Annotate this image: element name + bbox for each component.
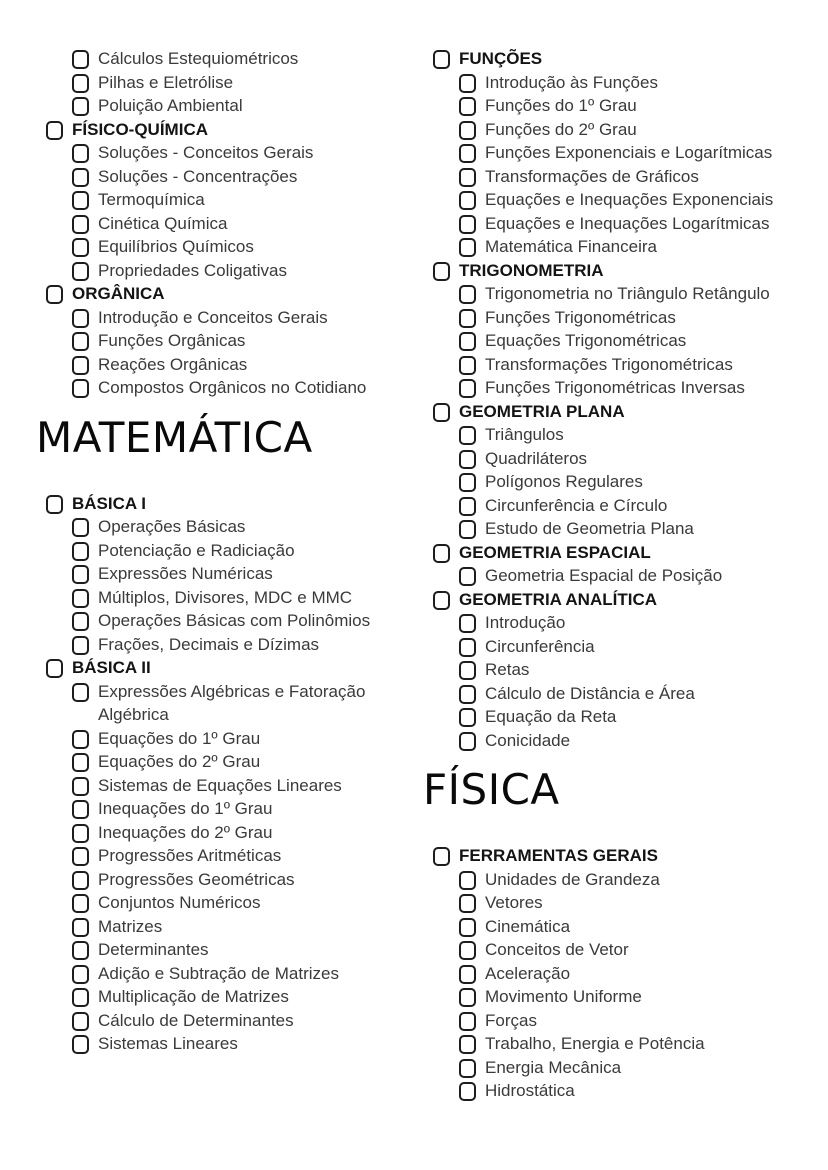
checkbox[interactable]	[72, 356, 89, 375]
checkbox[interactable]	[72, 777, 89, 796]
checklist-item-row	[72, 259, 400, 283]
section-header-label: ORGÂNICA	[72, 284, 165, 303]
checklist-item-row	[72, 47, 400, 71]
checklist-item-row	[72, 165, 400, 189]
checklist-item-row	[72, 1009, 400, 1033]
checkbox[interactable]	[72, 262, 89, 281]
checkbox[interactable]	[72, 753, 89, 772]
checkbox[interactable]	[459, 685, 476, 704]
checklist-item-label: Geometria Espacial de Posição	[485, 566, 723, 585]
checklist-item-label: Unidades de Grandeza	[485, 869, 660, 889]
checklist-item-row	[72, 329, 400, 353]
section-header-label: FERRAMENTAS GERAIS	[459, 846, 658, 865]
checklist-item-row	[459, 118, 807, 142]
checklist-item-label: Pilhas e Eletrólise	[98, 72, 234, 92]
checkbox[interactable]	[433, 50, 450, 69]
checklist-item-label: Progressões Aritméticas	[98, 846, 282, 865]
checklist-item-label: Adição e Subtração de Matrizes	[98, 963, 339, 983]
checklist-item-row	[459, 891, 807, 915]
checkbox[interactable]	[72, 542, 89, 561]
checklist-item-row	[72, 539, 400, 563]
checkbox[interactable]	[72, 612, 89, 631]
checkbox[interactable]	[459, 309, 476, 328]
checklist-item-label: Funções Exponenciais e Logarítmicas	[485, 143, 773, 162]
checklist-item-row	[72, 562, 400, 586]
section-header-label: FÍSICO-QUÍMICA	[72, 119, 208, 139]
section-header-row	[433, 259, 807, 283]
checklist-item-label: Conceitos de Vetor	[485, 940, 629, 959]
checkbox[interactable]	[72, 379, 89, 398]
checkbox[interactable]	[459, 965, 476, 984]
checkbox[interactable]	[72, 144, 89, 163]
checklist-item-row	[72, 212, 400, 236]
checklist-item-label: Funções Trigonométricas Inversas	[485, 378, 745, 397]
checklist-item-label: Movimento Uniforme	[485, 987, 642, 1006]
checklist-item-row	[72, 962, 400, 986]
checklist-item-label: Equilíbrios Químicos	[98, 237, 254, 256]
checkbox[interactable]	[72, 168, 89, 187]
checklist-item-label: Operações Básicas	[98, 517, 246, 536]
checklist-item-row	[459, 1056, 807, 1080]
checklist-item-row	[72, 94, 400, 118]
checkbox[interactable]	[459, 97, 476, 116]
checkbox[interactable]	[459, 238, 476, 257]
checkbox[interactable]	[46, 495, 63, 514]
checklist-item-label: Funções Trigonométricas	[485, 307, 676, 327]
checkbox[interactable]	[72, 683, 89, 702]
checklist-item-label: Circunferência e Círculo	[485, 495, 668, 515]
checkbox[interactable]	[433, 403, 450, 422]
section-header-label: TRIGONOMETRIA	[459, 260, 604, 280]
checkbox[interactable]	[459, 918, 476, 937]
checkbox[interactable]	[459, 638, 476, 657]
checklist-item-row	[72, 609, 400, 633]
checkbox[interactable]	[459, 1082, 476, 1101]
checklist-item-label: Hidrostática	[485, 1081, 575, 1100]
checklist-item-label: Poluição Ambiental	[98, 96, 243, 115]
checklist-item-row	[72, 353, 400, 377]
checkbox[interactable]	[459, 894, 476, 913]
checklist-item-row	[459, 141, 807, 165]
checkbox[interactable]	[459, 121, 476, 140]
checkbox[interactable]	[72, 1012, 89, 1031]
checklist-item-label: Vetores	[485, 893, 543, 912]
checklist-item-row	[72, 844, 400, 868]
checklist-item-row	[72, 985, 400, 1009]
checkbox[interactable]	[72, 1035, 89, 1054]
checklist-item-row	[459, 962, 807, 986]
checkbox[interactable]	[459, 168, 476, 187]
checkbox[interactable]	[72, 215, 89, 234]
checklist-item-row	[72, 71, 400, 95]
checkbox[interactable]	[459, 732, 476, 751]
checklist-item-label: Cálculo de Distância e Área	[485, 683, 695, 703]
checklist-item-row	[459, 94, 807, 118]
checklist-item-label: Quadriláteros	[485, 448, 588, 468]
checkbox[interactable]	[459, 871, 476, 890]
checklist-item-label: Cinética Química	[98, 213, 228, 233]
checklist-item-label: Compostos Orgânicos no Cotidiano	[98, 378, 367, 397]
checkbox[interactable]	[459, 74, 476, 93]
checklist-item-label: Operações Básicas com Polinômios	[98, 611, 371, 630]
checklist-item-label: Forças	[485, 1010, 537, 1030]
checklist-item-label: Expressões Algébricas e Fatoração Algébrica	[98, 681, 366, 724]
checklist-item-row	[459, 729, 807, 753]
checkbox[interactable]	[72, 309, 89, 328]
checkbox[interactable]	[459, 1035, 476, 1054]
checkbox[interactable]	[46, 121, 63, 140]
checklist-item-row	[459, 915, 807, 939]
checklist-item-row	[459, 188, 807, 212]
checklist-item-row	[72, 727, 400, 751]
checklist-item-label: Cálculo de Determinantes	[98, 1010, 294, 1030]
checklist-item-row	[72, 188, 400, 212]
checklist-item-row	[459, 517, 807, 541]
section-header-row	[433, 400, 807, 424]
checklist-item-row	[72, 633, 400, 657]
checklist-item-row	[72, 515, 400, 539]
checklist-item-label: Equações do 2º Grau	[98, 752, 261, 771]
checklist-item-label: Cinemática	[485, 916, 571, 936]
checklist-item-label: Matrizes	[98, 916, 163, 936]
section-header-label: BÁSICA I	[72, 493, 146, 513]
section-header-label: FUNÇÕES	[459, 49, 543, 68]
checklist-item-label: Sistemas de Equações Lineares	[98, 775, 342, 795]
section-header-label: BÁSICA II	[72, 658, 151, 677]
checklist-item-row	[72, 306, 400, 330]
checklist-item-row	[459, 470, 807, 494]
checklist-item-label: Equações e Inequações Exponenciais	[485, 190, 774, 209]
checklist-item-row	[72, 938, 400, 962]
checkbox[interactable]	[72, 191, 89, 210]
checklist-item-label: Equação da Reta	[485, 707, 617, 726]
section-header-row	[46, 656, 400, 680]
checklist-item-row	[459, 635, 807, 659]
checkbox[interactable]	[459, 473, 476, 492]
checklist-item-row	[72, 797, 400, 821]
checklist-item-label: Conicidade	[485, 730, 571, 750]
checklist-item-label: Retas	[485, 660, 530, 679]
checklist-item-row	[72, 376, 400, 400]
checklist-item-row	[459, 353, 807, 377]
checklist-item-row	[459, 306, 807, 330]
checkbox[interactable]	[459, 215, 476, 234]
checklist-item-row	[459, 1009, 807, 1033]
checkbox[interactable]	[72, 988, 89, 1007]
checkbox[interactable]	[459, 708, 476, 727]
checkbox[interactable]	[72, 636, 89, 655]
section-header-row	[46, 492, 400, 516]
checkbox[interactable]	[72, 50, 89, 69]
checkbox[interactable]	[459, 567, 476, 586]
checkbox[interactable]	[72, 824, 89, 843]
checklist-item-label: Inequações do 1º Grau	[98, 799, 273, 818]
checklist-item-label: Equações Trigonométricas	[485, 331, 687, 350]
checklist-item-label: Circunferência	[485, 636, 595, 656]
checklist-item-row	[459, 423, 807, 447]
checklist-item-row	[72, 586, 400, 610]
checklist-item-label: Potenciação e Radiciação	[98, 540, 295, 560]
section-header-label: GEOMETRIA ESPACIAL	[459, 542, 651, 562]
checklist-item-row	[459, 494, 807, 518]
checklist-item-label: Soluções - Conceitos Gerais	[98, 143, 314, 162]
checkbox[interactable]	[72, 941, 89, 960]
checklist-item-row	[72, 868, 400, 892]
checkbox[interactable]	[72, 965, 89, 984]
checklist-item-label: Equações e Inequações Logarítmicas	[485, 213, 770, 233]
checklist-item-label: Cálculos Estequiométricos	[98, 49, 299, 68]
subject-title: FÍSICA	[423, 765, 560, 814]
checklist-item-row	[459, 985, 807, 1009]
checklist-item-label: Polígonos Regulares	[485, 472, 643, 491]
checkbox[interactable]	[72, 894, 89, 913]
checkbox[interactable]	[459, 988, 476, 1007]
section-header-row	[433, 844, 807, 868]
checkbox[interactable]	[459, 426, 476, 445]
checkbox[interactable]	[433, 847, 450, 866]
checklist-item-label: Múltiplos, Divisores, MDC e MMC	[98, 587, 353, 607]
checkbox[interactable]	[72, 565, 89, 584]
checkbox[interactable]	[459, 661, 476, 680]
section-header-row	[433, 47, 807, 71]
checkbox[interactable]	[459, 1012, 476, 1031]
subject-title: MATEMÁTICA	[36, 412, 313, 462]
checklist-item-row	[72, 680, 400, 727]
section-header-row	[433, 588, 807, 612]
checklist-item-label: Estudo de Geometria Plana	[485, 519, 694, 538]
checklist-item-label: Expressões Numéricas	[98, 564, 273, 583]
section-header-row	[433, 541, 807, 565]
checkbox[interactable]	[46, 285, 63, 304]
checklist-item-row	[72, 891, 400, 915]
column-right	[423, 47, 807, 1103]
checklist-item-label: Trabalho, Energia e Potência	[485, 1034, 705, 1053]
checkbox[interactable]	[72, 730, 89, 749]
checklist-item-row	[459, 212, 807, 236]
checklist-item-label: Trigonometria no Triângulo Retângulo	[485, 284, 770, 303]
checkbox[interactable]	[459, 497, 476, 516]
checkbox[interactable]	[459, 285, 476, 304]
checkbox[interactable]	[459, 1059, 476, 1078]
checkbox[interactable]	[72, 97, 89, 116]
checklist-item-row	[72, 915, 400, 939]
checklist-item-row	[459, 376, 807, 400]
checklist-item-row	[459, 71, 807, 95]
checklist-item-row	[459, 329, 807, 353]
checkbox[interactable]	[433, 544, 450, 563]
checklist-item-label: Soluções - Concentrações	[98, 166, 298, 186]
checkbox[interactable]	[459, 191, 476, 210]
checklist-item-row	[459, 447, 807, 471]
checkbox[interactable]	[459, 356, 476, 375]
checklist-item-label: Frações, Decimais e Dízimas	[98, 634, 320, 654]
checklist-item-row	[459, 705, 807, 729]
checklist-item-row	[459, 1032, 807, 1056]
section-header-label: GEOMETRIA PLANA	[459, 401, 625, 421]
checkbox[interactable]	[72, 518, 89, 537]
checkbox[interactable]	[459, 614, 476, 633]
checklist-item-label: Sistemas Lineares	[98, 1034, 238, 1053]
checkbox[interactable]	[72, 800, 89, 819]
checkbox[interactable]	[72, 332, 89, 351]
checklist-item-row	[459, 282, 807, 306]
checklist-item-label: Transformações de Gráficos	[485, 166, 699, 186]
checklist-item-row	[459, 658, 807, 682]
checklist-item-label: Funções Orgânicas	[98, 331, 246, 350]
checklist-item-row	[72, 821, 400, 845]
checklist-item-label: Reações Orgânicas	[98, 354, 248, 374]
checkbox[interactable]	[72, 74, 89, 93]
checklist-item-label: Introdução	[485, 613, 566, 632]
section-header-label: GEOMETRIA ANALÍTICA	[459, 589, 658, 609]
checklist-item-row	[459, 611, 807, 635]
checkbox[interactable]	[459, 450, 476, 469]
checkbox[interactable]	[433, 591, 450, 610]
checklist-item-row	[459, 682, 807, 706]
checklist-item-row	[459, 564, 807, 588]
checklist-item-row	[459, 165, 807, 189]
checklist-item-row	[72, 235, 400, 259]
checklist-item-row	[459, 938, 807, 962]
column-left	[36, 47, 400, 1056]
checkbox[interactable]	[459, 332, 476, 351]
checklist-item-label: Conjuntos Numéricos	[98, 893, 261, 912]
section-header-row	[46, 118, 400, 142]
checklist-item-label: Funções do 2º Grau	[485, 119, 637, 139]
checklist-item-row	[72, 141, 400, 165]
checklist-item-row	[459, 1079, 807, 1103]
checklist-item-label: Aceleração	[485, 963, 571, 983]
checkbox[interactable]	[46, 659, 63, 678]
checklist-item-row	[72, 1032, 400, 1056]
checkbox[interactable]	[459, 520, 476, 539]
checklist-item-label: Inequações do 2º Grau	[98, 822, 273, 842]
checklist-item-label: Multiplicação de Matrizes	[98, 987, 289, 1006]
checkbox[interactable]	[72, 918, 89, 937]
checkbox[interactable]	[72, 238, 89, 257]
checkbox[interactable]	[459, 941, 476, 960]
checkbox[interactable]	[459, 379, 476, 398]
checkbox[interactable]	[72, 871, 89, 890]
checklist-item-row	[72, 774, 400, 798]
checkbox[interactable]	[433, 262, 450, 281]
checklist-item-row	[459, 235, 807, 259]
checklist-item-label: Matemática Financeira	[485, 237, 657, 256]
checklist-item-label: Propriedades Coligativas	[98, 260, 287, 280]
checklist-item-label: Funções do 1º Grau	[485, 96, 637, 115]
checkbox[interactable]	[459, 144, 476, 163]
checklist-item-label: Progressões Geométricas	[98, 869, 295, 889]
checklist-item-label: Determinantes	[98, 940, 209, 959]
checklist-item-row	[459, 868, 807, 892]
checklist-item-label: Introdução e Conceitos Gerais	[98, 307, 328, 327]
checklist-item-label: Introdução às Funções	[485, 72, 658, 92]
checklist-item-label: Energia Mecânica	[485, 1057, 622, 1077]
checkbox[interactable]	[72, 847, 89, 866]
checklist-item-label: Equações do 1º Grau	[98, 728, 261, 748]
section-header-row	[46, 282, 400, 306]
checklist-item-label: Transformações Trigonométricas	[485, 354, 733, 374]
checklist-item-row	[72, 750, 400, 774]
checklist-item-label: Triângulos	[485, 425, 564, 444]
checkbox[interactable]	[72, 589, 89, 608]
checklist-item-label: Termoquímica	[98, 190, 205, 209]
